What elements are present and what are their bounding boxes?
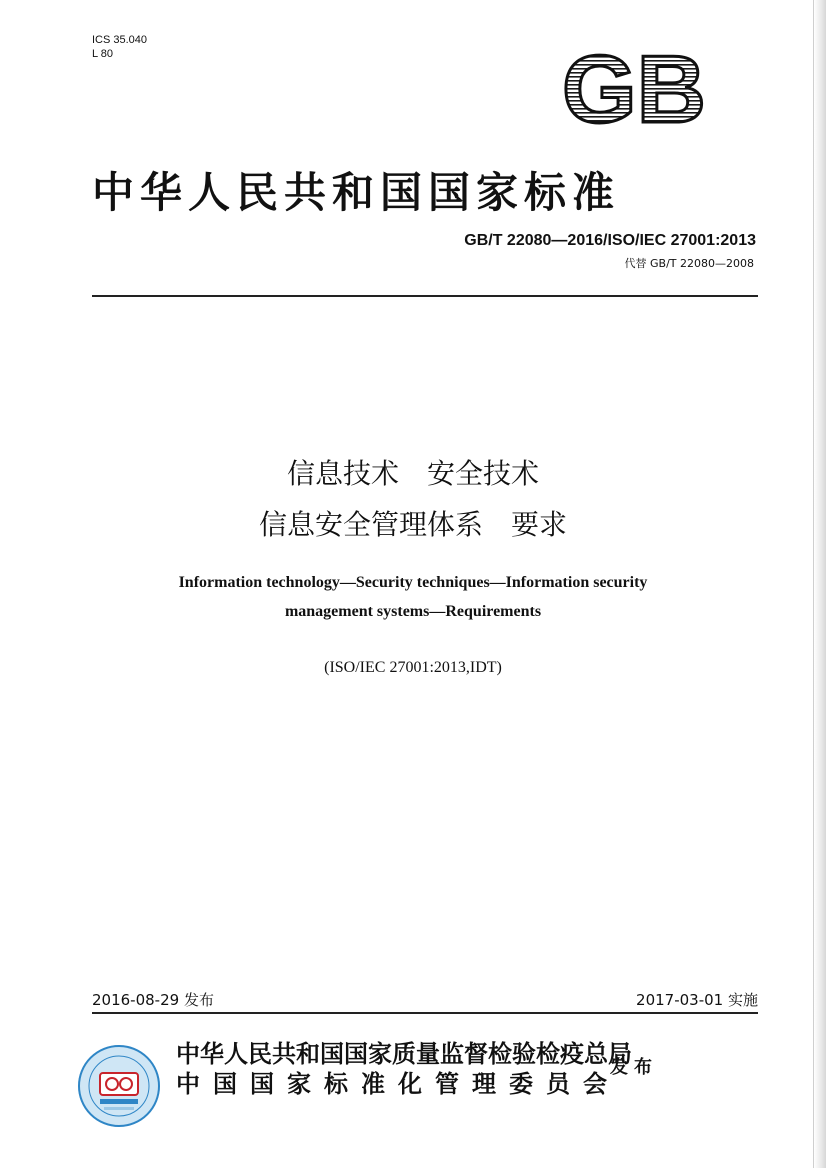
top-divider (92, 295, 758, 297)
chinese-title-line-2: 信息安全管理体系 要求 (258, 508, 567, 541)
ics-code: ICS 35.040 (92, 34, 148, 46)
replaces-standard: 代替 GB/T 22080—2008 (624, 257, 754, 270)
issuer-line-2: 中国国家标准化管理委员会 (176, 1070, 620, 1098)
issue-date: 2016-08-29 发布 (92, 991, 214, 1009)
publish-label: 发布 (610, 1057, 658, 1078)
english-title-line-1: Information technology—Security techniques—Information security (178, 574, 648, 591)
implementation-date: 2017-03-01 实施 (636, 991, 758, 1009)
gb-logo-text: GB (562, 48, 706, 134)
gb-logo (548, 48, 720, 134)
national-standard-title: 中华人民共和国国家标准 (92, 168, 621, 217)
chinese-title-line-1: 信息技术 安全技术 (286, 457, 539, 490)
english-title-line-2: management systems—Requirements (284, 603, 542, 620)
classification-codes (92, 33, 147, 61)
issuing-authority-seal-icon (76, 1043, 162, 1129)
standard-number: GB/T 22080—2016/ISO/IEC 27001:2013 (464, 232, 756, 249)
issuer-line-1: 中华人民共和国国家质量监督检验检疫总局 (176, 1040, 632, 1068)
identity-statement: (ISO/IEC 27001:2013,IDT) (324, 659, 502, 676)
bottom-divider (92, 1012, 758, 1014)
ccs-code: L 80 (92, 48, 114, 60)
